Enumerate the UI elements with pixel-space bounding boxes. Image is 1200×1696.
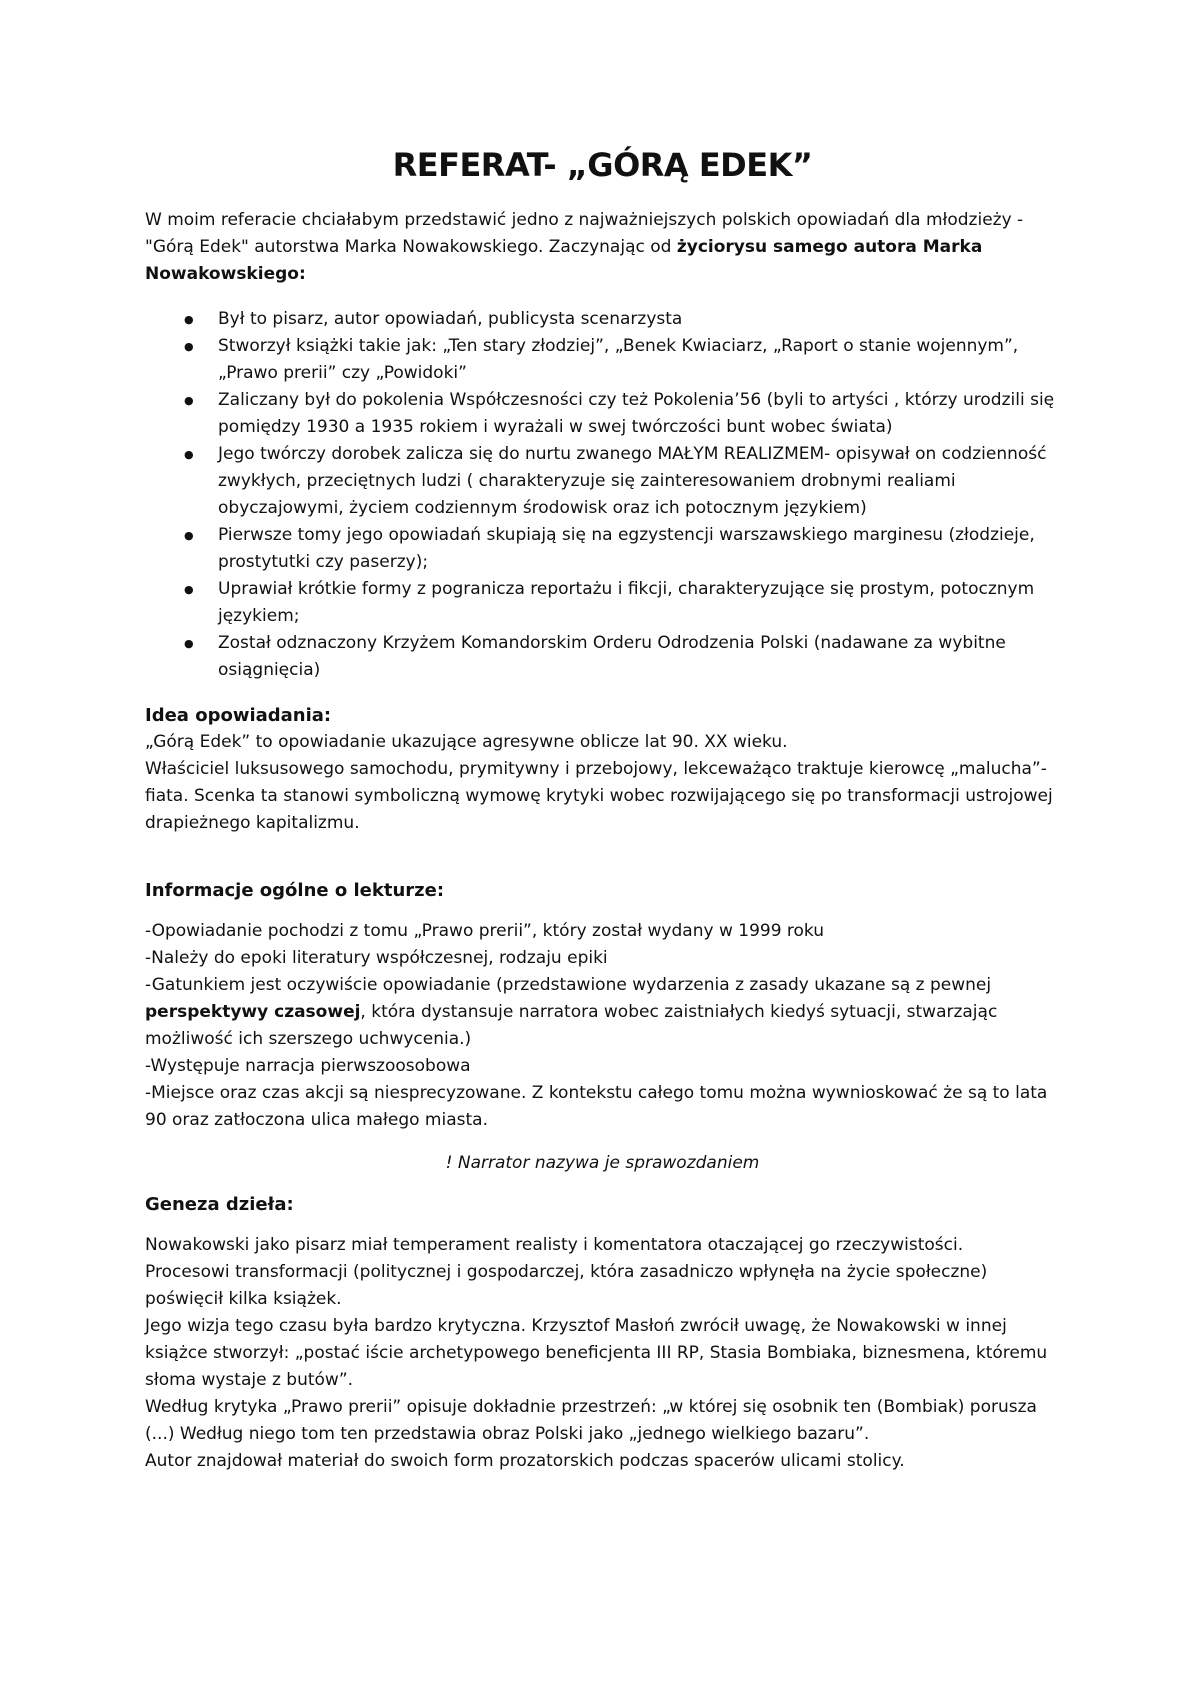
genesis-line: Według krytyka „Prawo prerii” opisuje dokładnie przestrzeń: „w której się osobnik ten (Bombiak) porusza (...) Według niego tom ten przedstawia obraz Polski jako „jednego wielkiego bazaru”. <box>145 1397 1037 1444</box>
list-item: ● Pierwsze tomy jego opowiadań skupiają się na egzystencji warszawskiego marginesu (złodzieje, prostytutki czy paserzy); <box>218 522 1060 576</box>
info-line: -Należy do epoki literatury współczesnej, rodzaju epiki <box>145 948 608 968</box>
document-title: REFERAT- „GÓRĄ EDEK” <box>392 146 813 184</box>
intro-text: W moim referacie chciałabym przedstawić jedno z najważniejszych polskich opowiadań dla młodzieży - "Górą Edek" autorstwa Marka Nowakowskiego. Zaczynając od <box>145 210 1024 257</box>
document-content <box>145 145 1060 1475</box>
info-line-bold: perspektywy czasowej <box>145 1002 361 1022</box>
genesis-line: Nowakowski jako pisarz miał temperament realisty i komentatora otaczającej go rzeczywistości. <box>145 1235 964 1255</box>
intro-paragraph <box>145 207 1060 288</box>
info-line: -Opowiadanie pochodzi z tomu „Prawo prerii”, który został wydany w 1999 roku <box>145 921 825 941</box>
list-item: ● Był to pisarz, autor opowiadań, publicysta scenarzysta <box>218 306 1060 333</box>
info-heading: Informacje ogólne o lekturze: <box>145 880 445 901</box>
spacer <box>145 904 1060 918</box>
narrator-note: ! Narrator nazywa je sprawozdaniem <box>445 1153 760 1173</box>
spacer <box>145 837 1060 877</box>
genesis-line: Jego wizja tego czasu była bardzo krytyczna. Krzysztof Masłoń zwrócił uwagę, że Nowakowski w innej książce stworzył: „postać iście archetypowego beneficjenta III RP, Stasia Bombiaka, biznesmena, któremu słoma wystaje z butów”. <box>145 1316 1048 1390</box>
intro-bold-text: życiorysu samego autora Marka Nowakowskiego: <box>145 237 983 284</box>
info-line-text: , która dystansuje narratora wobec zaistniałych kiedyś sytuacji, stwarzając możliwość ich szerszego uchwycenia.) <box>145 1002 998 1049</box>
list-item: ● Uprawiał krótkie formy z pogranicza reportażu i fikcji, charakteryzujące się prostym, potocznym językiem; <box>218 576 1060 630</box>
idea-line: Właściciel luksusowego samochodu, prymitywny i przebojowy, lekceważąco traktuje kierowcę „malucha”-fiata. Scenka ta stanowi symboliczną wymowę krytyki wobec rozwijającego się po transformacji ustrojowej drapieżnego kapitalizmu. <box>145 759 1053 833</box>
list-item: ● Został odznaczony Krzyżem Komandorskim Orderu Odrodzenia Polski (nadawane za wybitne osiągnięcia) <box>218 630 1060 684</box>
info-line <box>145 972 1060 1053</box>
list-item: ● Zaliczany był do pokolenia Współczesności czy też Pokolenia’56 (byli to artyści , którzy urodzili się pomiędzy 1930 a 1935 rokiem i wyrażali w swej twórczości bunt wobec świata) <box>218 387 1060 441</box>
genesis-line: Autor znajdował materiał do swoich form prozatorskich podczas spacerów ulicami stolicy. <box>145 1451 905 1471</box>
info-line: -Miejsce oraz czas akcji są niesprecyzowane. Z kontekstu całego tomu można wywnioskować że są to lata 90 oraz zatłoczona ulica małego miasta. <box>145 1083 1048 1130</box>
genesis-line: Procesowi transformacji (politycznej i gospodarczej, która zasadniczo wpłynęła na życie społeczne) poświęcił kilka książek. <box>145 1262 988 1309</box>
list-item: ● Stworzył książki takie jak: „Ten stary złodziej”, „Benek Kwiaciarz, „Raport o stanie wojennym”, „Prawo prerii” czy „Powidoki” <box>218 333 1060 387</box>
info-line-text: -Gatunkiem jest oczywiście opowiadanie (przedstawione wydarzenia z zasady ukazane są z pewnej <box>145 975 992 995</box>
list-item: ● Jego twórczy dorobek zalicza się do nurtu zwanego MAŁYM REALIZMEM- opisywał on codzienność zwykłych, przeciętnych ludzi ( charakteryzuje się zainteresowaniem drobnymi realiami obyczajowymi, życiem codziennym środowisk oraz ich potocznym językiem) <box>218 441 1060 522</box>
idea-heading: Idea opowiadania: <box>145 705 332 726</box>
spacer <box>145 1218 1060 1232</box>
author-bio-list <box>145 306 1060 684</box>
idea-line: „Górą Edek” to opowiadanie ukazujące agresywne oblicze lat 90. XX wieku. <box>145 732 788 752</box>
genesis-heading: Geneza dzieła: <box>145 1194 294 1215</box>
info-line: -Występuje narracja pierwszoosobowa <box>145 1056 471 1076</box>
